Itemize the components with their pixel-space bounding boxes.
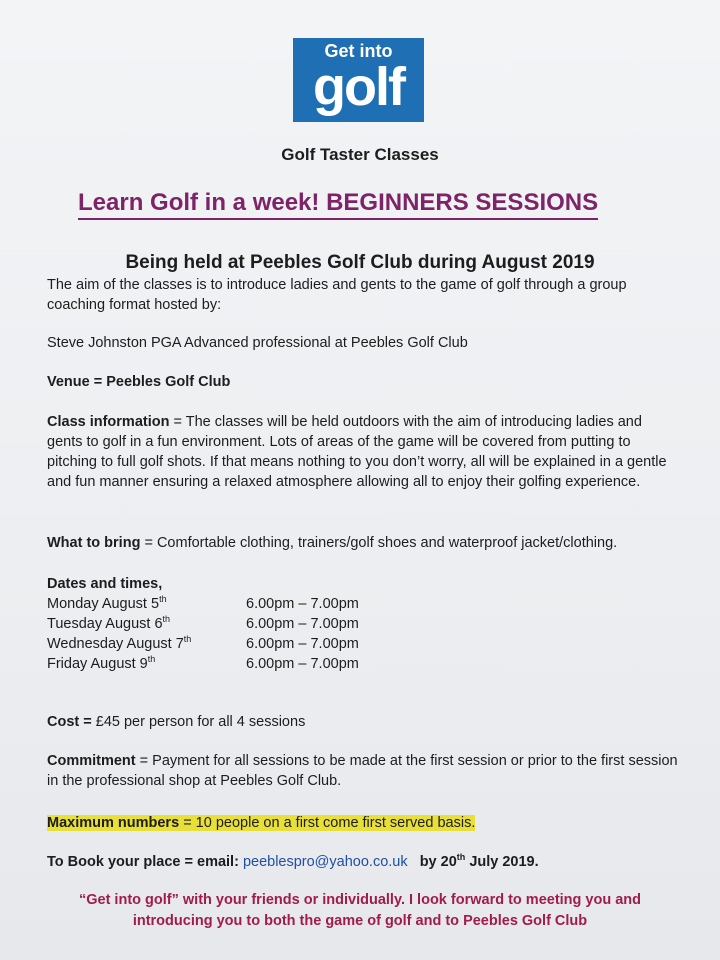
date-row: Friday August 9th <box>47 654 156 672</box>
maximum-highlight <box>47 815 475 831</box>
cost-line <box>47 712 679 732</box>
dates-heading: Dates and times, <box>47 576 163 592</box>
commitment-text: = Payment for all sessions to be made at the first session or prior to the first session in the professional shop at Peebles Golf Club. <box>47 753 678 789</box>
bring-text: = Comfortable clothing, trainers/golf shoes and waterproof jacket/clothing. <box>144 535 618 551</box>
headline: Learn Golf in a week! BEGINNERS SESSIONS <box>78 188 598 220</box>
maximum-text: = 10 people on a first come first served basis. <box>183 815 476 831</box>
maximum-numbers <box>47 813 679 833</box>
class-info-label: Class information <box>47 414 170 430</box>
maximum-label: Maximum numbers <box>47 815 180 831</box>
time-row: 6.00pm – 7.00pm <box>246 656 359 672</box>
booking-deadline: by 20th July 2019. <box>419 852 539 870</box>
booking-line <box>47 852 679 872</box>
commitment-label: Commitment <box>47 753 136 769</box>
intro-text: The aim of the classes is to introduce ladies and gents to the game of golf through a group coaching format hosted by: <box>47 277 627 313</box>
get-into-golf-logo <box>293 38 424 122</box>
venue-value: Peebles Golf Club <box>106 374 231 390</box>
time-row: 6.00pm – 7.00pm <box>246 636 359 652</box>
class-info-text: = The classes will be held outdoors with the aim of introducing ladies and gents to golf in a fun environment. Lots of areas of the game will be covered from putting to pitching to full golf shots. If that means nothing to you don’t worry, all will be explained in a gentle and fun manner ensuring a relaxed atmosphere allowing all to enjoy their golfing experience. <box>47 414 667 490</box>
subtitle: Golf Taster Classes <box>281 145 439 164</box>
class-information <box>47 412 679 492</box>
bring-label: What to bring <box>47 535 141 551</box>
closing-message: “Get into golf” with your friends or individually. I look forward to meeting you and introducing you to both the game of golf and to Peebles Golf Club <box>78 892 642 929</box>
host-text: Steve Johnston PGA Advanced professional at Peebles Golf Club <box>47 335 468 351</box>
event-location-heading: Being held at Peebles Golf Club during August 2019 <box>125 252 595 273</box>
logo-line-1: Get into <box>324 41 393 61</box>
date-row: Monday August 5th <box>47 594 167 612</box>
venue-line <box>47 372 679 392</box>
commitment <box>47 751 679 791</box>
date-row: Wednesday August 7th <box>47 634 192 652</box>
cost-label: Cost = <box>47 714 92 730</box>
time-row: 6.00pm – 7.00pm <box>246 616 359 632</box>
time-row: 6.00pm – 7.00pm <box>246 596 359 612</box>
cost-text: £45 per person for all 4 sessions <box>95 714 306 730</box>
what-to-bring <box>47 533 679 553</box>
venue-label: Venue = <box>47 374 103 390</box>
logo-line-2: golf <box>313 57 404 117</box>
booking-email-link[interactable]: peeblespro@yahoo.co.uk <box>242 854 408 870</box>
date-row: Tuesday August 6th <box>47 614 171 632</box>
booking-label: To Book your place = email: <box>47 854 239 870</box>
